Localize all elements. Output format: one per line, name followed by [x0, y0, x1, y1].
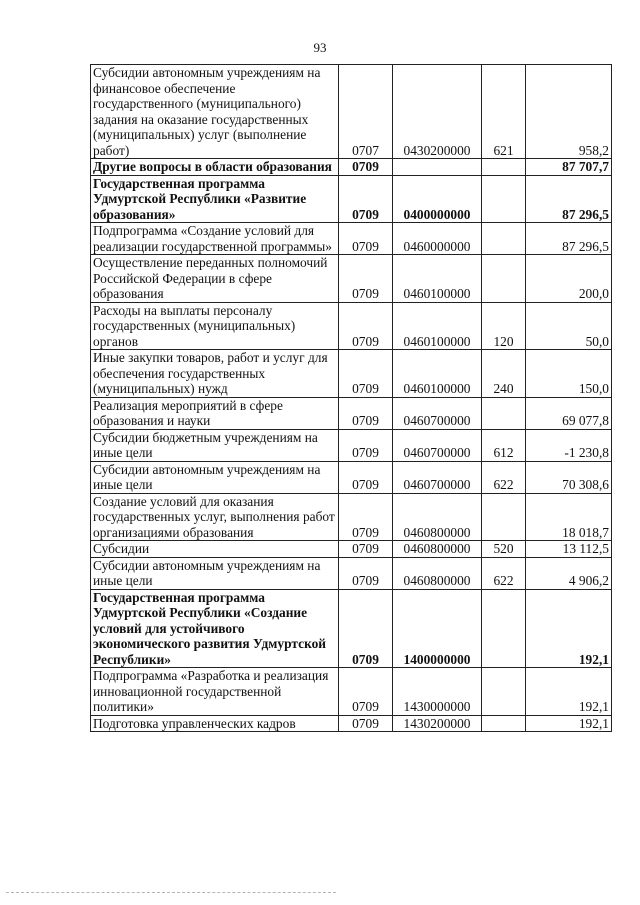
row-name-cell: Субсидии [91, 541, 339, 558]
expense-type-cell: 622 [482, 557, 526, 589]
expense-type-cell [482, 159, 526, 176]
amount-cell: -1 230,8 [526, 429, 612, 461]
row-name-cell: Создание условий для оказания государственных услуг, выполнения работ организациями образования [91, 493, 339, 541]
article-code-cell: 1430000000 [393, 668, 482, 716]
amount-cell: 192,1 [526, 715, 612, 732]
page-number: 93 [313, 40, 327, 55]
amount-cell: 69 077,8 [526, 397, 612, 429]
amount-cell: 70 308,6 [526, 461, 612, 493]
article-code-cell: 0430200000 [393, 65, 482, 159]
article-code-cell: 1430200000 [393, 715, 482, 732]
section-code-cell: 0709 [339, 255, 393, 303]
section-code-cell: 0709 [339, 461, 393, 493]
amount-cell: 50,0 [526, 302, 612, 350]
amount-cell: 4 906,2 [526, 557, 612, 589]
expense-type-cell: 240 [482, 350, 526, 398]
article-code-cell: 0460800000 [393, 541, 482, 558]
section-code-cell: 0707 [339, 65, 393, 159]
page-bottom-rule [6, 892, 336, 894]
amount-cell: 200,0 [526, 255, 612, 303]
expense-type-cell: 622 [482, 461, 526, 493]
row-name-cell: Подготовка управленческих кадров [91, 715, 339, 732]
article-code-cell: 0460100000 [393, 302, 482, 350]
article-code-cell: 0460100000 [393, 255, 482, 303]
amount-cell: 13 112,5 [526, 541, 612, 558]
article-code-cell: 0460100000 [393, 350, 482, 398]
expense-type-cell [482, 255, 526, 303]
section-code-cell: 0709 [339, 397, 393, 429]
article-code-cell: 0460800000 [393, 557, 482, 589]
table-row [91, 397, 612, 429]
section-code-cell: 0709 [339, 159, 393, 176]
row-name-cell: Иные закупки товаров, работ и услуг для обеспечения государственных (муниципальных) нужд [91, 350, 339, 398]
section-code-cell: 0709 [339, 223, 393, 255]
table-row [91, 541, 612, 558]
amount-cell: 87 296,5 [526, 223, 612, 255]
amount-cell: 87 296,5 [526, 175, 612, 223]
section-code-cell: 0709 [339, 493, 393, 541]
table-row [91, 557, 612, 589]
table-row [91, 429, 612, 461]
article-code-cell: 1400000000 [393, 589, 482, 668]
row-name-cell: Расходы на выплаты персоналу государственных (муниципальных) органов [91, 302, 339, 350]
expense-type-cell: 120 [482, 302, 526, 350]
row-name-cell: Подпрограмма «Создание условий для реализации государственной программы» [91, 223, 339, 255]
amount-cell: 87 707,7 [526, 159, 612, 176]
budget-table [90, 64, 612, 732]
table-row [91, 255, 612, 303]
section-code-cell: 0709 [339, 350, 393, 398]
table-row [91, 223, 612, 255]
row-name-cell: Государственная программа Удмуртской Республики «Развитие образования» [91, 175, 339, 223]
section-code-cell: 0709 [339, 715, 393, 732]
section-code-cell: 0709 [339, 668, 393, 716]
table-row [91, 493, 612, 541]
amount-cell: 192,1 [526, 589, 612, 668]
table-row [91, 159, 612, 176]
section-code-cell: 0709 [339, 302, 393, 350]
amount-cell: 150,0 [526, 350, 612, 398]
table-row [91, 461, 612, 493]
section-code-cell: 0709 [339, 557, 393, 589]
section-code-cell: 0709 [339, 589, 393, 668]
row-name-cell: Субсидии автономным учреждениям на иные цели [91, 557, 339, 589]
row-name-cell: Субсидии автономным учреждениям на финансовое обеспечение государственного (муниципального) задания на оказание государственных (муниципальных) услуг (выполнение работ) [91, 65, 339, 159]
article-code-cell: 0400000000 [393, 175, 482, 223]
table-row [91, 589, 612, 668]
expense-type-cell [482, 715, 526, 732]
row-name-cell: Государственная программа Удмуртской Республики «Создание условий для устойчивого экономического развития Удмуртской Республики» [91, 589, 339, 668]
section-code-cell: 0709 [339, 429, 393, 461]
expense-type-cell [482, 223, 526, 255]
amount-cell: 958,2 [526, 65, 612, 159]
article-code-cell: 0460700000 [393, 461, 482, 493]
section-code-cell: 0709 [339, 175, 393, 223]
article-code-cell: 0460800000 [393, 493, 482, 541]
amount-cell: 192,1 [526, 668, 612, 716]
expense-type-cell: 621 [482, 65, 526, 159]
table-row [91, 715, 612, 732]
table-row [91, 175, 612, 223]
article-code-cell: 0460700000 [393, 429, 482, 461]
amount-cell: 18 018,7 [526, 493, 612, 541]
table-row [91, 668, 612, 716]
expense-type-cell [482, 668, 526, 716]
expense-type-cell [482, 397, 526, 429]
article-code-cell: 0460000000 [393, 223, 482, 255]
article-code-cell: 0460700000 [393, 397, 482, 429]
row-name-cell: Реализация мероприятий в сфере образования и науки [91, 397, 339, 429]
row-name-cell: Субсидии автономным учреждениям на иные цели [91, 461, 339, 493]
row-name-cell: Субсидии бюджетным учреждениям на иные цели [91, 429, 339, 461]
section-code-cell: 0709 [339, 541, 393, 558]
expense-type-cell: 520 [482, 541, 526, 558]
table-row [91, 65, 612, 159]
article-code-cell [393, 159, 482, 176]
expense-type-cell: 612 [482, 429, 526, 461]
table-row [91, 350, 612, 398]
expense-type-cell [482, 175, 526, 223]
row-name-cell: Осуществление переданных полномочий Российской Федерации в сфере образования [91, 255, 339, 303]
row-name-cell: Другие вопросы в области образования [91, 159, 339, 176]
table-row [91, 302, 612, 350]
expense-type-cell [482, 493, 526, 541]
expense-type-cell [482, 589, 526, 668]
row-name-cell: Подпрограмма «Разработка и реализация инновационной государственной политики» [91, 668, 339, 716]
